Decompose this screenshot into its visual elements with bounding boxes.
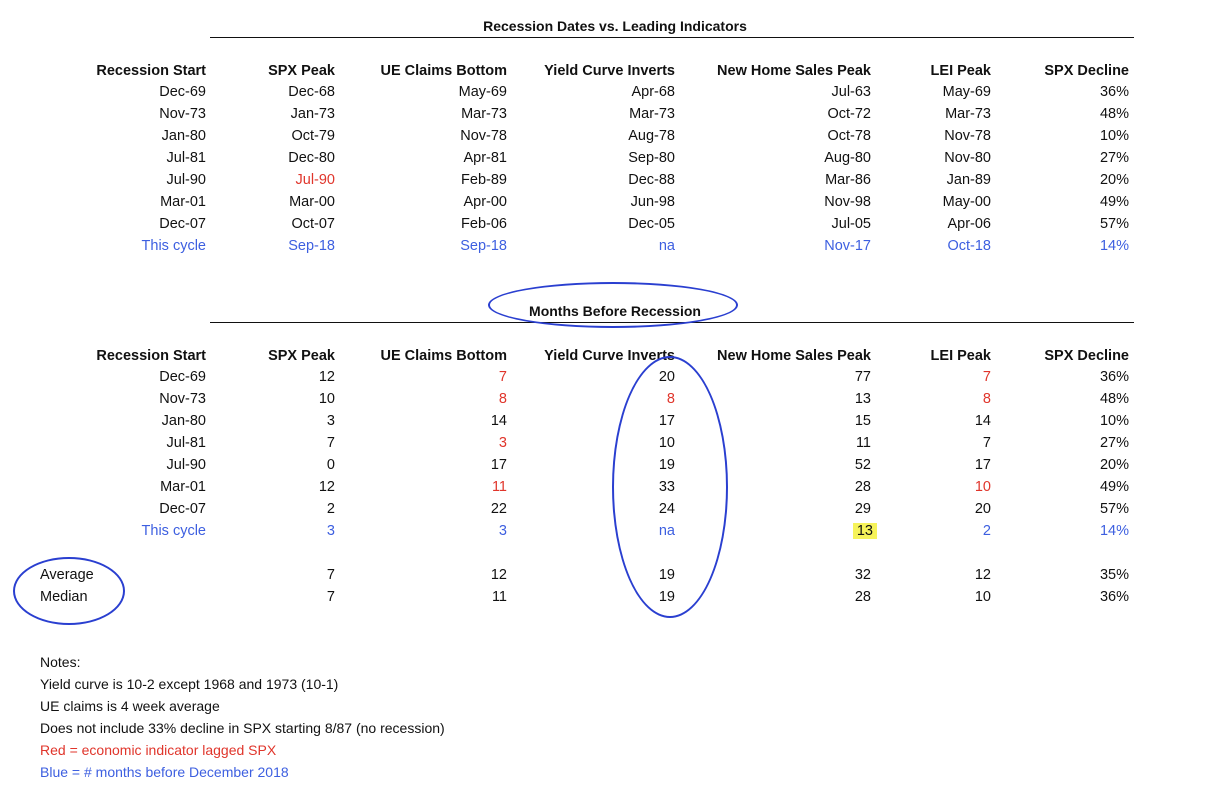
table-cell-spx-decline: 10% (1099, 413, 1129, 429)
table-cell-recession-start: Jan-80 (161, 128, 206, 144)
table-cell-yield-curve-inverts: 17 (658, 413, 675, 429)
summary-cell-spx-peak: 7 (326, 589, 335, 605)
summary-cell-spx-peak: 7 (326, 567, 335, 583)
table-cell-ue-claims-bottom: Feb-89 (461, 172, 507, 188)
table2-title: Months Before Recession (529, 303, 701, 319)
table-cell-new-home-sales-peak (853, 520, 877, 542)
table-cell-lei-peak: Jan-89 (946, 172, 991, 188)
table-cell-ue-claims-bottom: 8 (498, 391, 507, 407)
table-cell-spx-decline: 27% (1099, 435, 1129, 451)
table-cell-yield-curve-inverts: 24 (658, 501, 675, 517)
summary-cell-spx-decline: 35% (1099, 567, 1129, 583)
table-cell-new-home-sales-peak: Jul-63 (831, 84, 871, 100)
table-cell-yield-curve-inverts: Dec-88 (628, 172, 675, 188)
table-cell-lei-peak: Nov-78 (944, 128, 991, 144)
table-cell-ue-claims-bottom: May-69 (458, 84, 507, 100)
table-cell-yield-curve-inverts: Dec-05 (628, 216, 675, 232)
table-cell-ue-claims-bottom: Nov-78 (460, 128, 507, 144)
table-cell-spx-peak: Jul-90 (295, 172, 335, 188)
table-cell-yield-curve-inverts: Mar-73 (629, 106, 675, 122)
table-cell-spx-decline: 49% (1099, 194, 1129, 210)
notes (40, 651, 445, 783)
column-header-ue-claims-bottom: UE Claims Bottom (380, 63, 507, 79)
table-cell-spx-decline: 57% (1099, 501, 1129, 517)
table-cell-recession-start: Nov-73 (159, 391, 206, 407)
table-cell-lei-peak: 7 (982, 369, 991, 385)
table-cell-ue-claims-bottom: 22 (490, 501, 507, 517)
column-header-yield-curve-inverts: Yield Curve Inverts (544, 348, 675, 364)
table-cell-new-home-sales-peak: 28 (854, 479, 871, 495)
annotation-ellipse-average-median (13, 557, 125, 625)
table-cell-spx-peak: 12 (318, 369, 335, 385)
table-cell-ue-claims-bottom: 7 (498, 369, 507, 385)
table-cell-ue-claims-bottom: 11 (491, 479, 507, 495)
table-cell-yield-curve-inverts: Sep-80 (628, 150, 675, 166)
table-cell-ue-claims-bottom: 3 (498, 435, 507, 451)
summary-cell-ue-claims-bottom: 12 (490, 567, 507, 583)
table-cell-spx-peak: 7 (326, 435, 335, 451)
annotation-ellipse-yield-curve (612, 356, 728, 618)
table-cell-spx-decline: 14% (1099, 238, 1129, 254)
column-header-spx-decline: SPX Decline (1044, 348, 1129, 364)
table-cell-recession-start: Jul-90 (166, 172, 206, 188)
table-cell-yield-curve-inverts: Jun-98 (630, 194, 675, 210)
table-cell-new-home-sales-peak: Jul-05 (831, 216, 871, 232)
table-cell-spx-decline: 20% (1099, 172, 1129, 188)
table-cell-ue-claims-bottom: 14 (490, 413, 507, 429)
notes-heading: Notes: (40, 654, 81, 670)
table-cell-lei-peak: 2 (982, 523, 991, 539)
highlighted-value: 13 (853, 523, 877, 539)
table-cell-new-home-sales-peak: 77 (854, 369, 871, 385)
summary-cell-lei-peak: 10 (974, 589, 991, 605)
table-cell-spx-decline: 48% (1099, 106, 1129, 122)
table-cell-yield-curve-inverts: 33 (658, 479, 675, 495)
table-cell-ue-claims-bottom: Apr-81 (463, 150, 507, 166)
table-cell-spx-peak: 10 (318, 391, 335, 407)
table-cell-ue-claims-bottom: Mar-73 (461, 106, 507, 122)
summary-cell-lei-peak: 12 (974, 567, 991, 583)
table-cell-recession-start: Jul-81 (166, 150, 206, 166)
summary-cell-ue-claims-bottom: 11 (491, 589, 507, 605)
table-cell-yield-curve-inverts: 8 (666, 391, 675, 407)
table-cell-new-home-sales-peak: 29 (854, 501, 871, 517)
table-cell-yield-curve-inverts: na (658, 523, 675, 539)
table-cell-spx-peak: Oct-07 (291, 216, 335, 232)
table-cell-spx-decline: 27% (1099, 150, 1129, 166)
table-cell-spx-peak: Oct-79 (291, 128, 335, 144)
table-cell-new-home-sales-peak: Aug-80 (824, 150, 871, 166)
table-cell-lei-peak: Mar-73 (945, 106, 991, 122)
note-line: Does not include 33% decline in SPX starting 8/87 (no recession) (40, 720, 445, 736)
note-line: UE claims is 4 week average (40, 698, 220, 714)
table-cell-recession-start: This cycle (141, 523, 206, 539)
table-cell-yield-curve-inverts: na (658, 238, 675, 254)
column-header-lei-peak: LEI Peak (930, 348, 991, 364)
table-cell-spx-decline: 49% (1099, 479, 1129, 495)
table-cell-new-home-sales-peak: Oct-72 (827, 106, 871, 122)
table-cell-spx-peak: Sep-18 (288, 238, 335, 254)
summary-cell-yield-curve-inverts: 19 (658, 567, 675, 583)
summary-cell-yield-curve-inverts: 19 (658, 589, 675, 605)
table-cell-new-home-sales-peak: Nov-17 (824, 238, 871, 254)
table-cell-lei-peak: Apr-06 (947, 216, 991, 232)
summary-cell-spx-decline: 36% (1099, 589, 1129, 605)
table-cell-lei-peak: 7 (982, 435, 991, 451)
table-cell-recession-start: Jan-80 (161, 413, 206, 429)
table-cell-new-home-sales-peak: 52 (854, 457, 871, 473)
table-cell-lei-peak: May-69 (942, 84, 991, 100)
table-cell-spx-peak: 3 (326, 413, 335, 429)
note-line: Blue = # months before December 2018 (40, 764, 289, 780)
table-cell-spx-decline: 20% (1099, 457, 1129, 473)
table-cell-recession-start: Dec-69 (159, 369, 206, 385)
table-cell-lei-peak: Nov-80 (944, 150, 991, 166)
table-cell-new-home-sales-peak: Nov-98 (824, 194, 871, 210)
table-cell-recession-start: Jul-81 (166, 435, 206, 451)
table-cell-lei-peak: May-00 (942, 194, 991, 210)
table-cell-spx-peak: 3 (326, 523, 335, 539)
table-cell-ue-claims-bottom: Apr-00 (463, 194, 507, 210)
column-header-yield-curve-inverts: Yield Curve Inverts (544, 63, 675, 79)
table-cell-lei-peak: 8 (982, 391, 991, 407)
table-cell-spx-peak: Dec-68 (288, 84, 335, 100)
table-cell-spx-decline: 10% (1099, 128, 1129, 144)
table-cell-yield-curve-inverts: 10 (658, 435, 675, 451)
table-cell-lei-peak: 10 (974, 479, 991, 495)
table-cell-recession-start: Mar-01 (160, 479, 206, 495)
table-cell-spx-peak: 0 (326, 457, 335, 473)
table-cell-ue-claims-bottom: 17 (490, 457, 507, 473)
note-line: Red = economic indicator lagged SPX (40, 742, 277, 758)
table-cell-spx-peak: 12 (318, 479, 335, 495)
table-cell-yield-curve-inverts: 19 (658, 457, 675, 473)
column-header-recession-start: Recession Start (96, 63, 206, 79)
table-cell-yield-curve-inverts: 20 (658, 369, 675, 385)
table-cell-ue-claims-bottom: 3 (498, 523, 507, 539)
table1-title: Recession Dates vs. Leading Indicators (483, 18, 747, 34)
column-header-ue-claims-bottom: UE Claims Bottom (380, 348, 507, 364)
summary-cell-new-home-sales-peak: 32 (854, 567, 871, 583)
table-cell-spx-decline: 14% (1099, 523, 1129, 539)
column-header-lei-peak: LEI Peak (930, 63, 991, 79)
column-header-spx-peak: SPX Peak (268, 63, 335, 79)
column-header-spx-decline: SPX Decline (1044, 63, 1129, 79)
summary-label: Median (40, 589, 88, 605)
table-cell-spx-peak: 2 (326, 501, 335, 517)
table-cell-spx-peak: Mar-00 (289, 194, 335, 210)
table-cell-new-home-sales-peak: Oct-78 (827, 128, 871, 144)
table-cell-new-home-sales-peak: Mar-86 (825, 172, 871, 188)
table-cell-recession-start: This cycle (141, 238, 206, 254)
annotation-ellipse-title (488, 282, 738, 328)
table1-rule (210, 37, 1134, 38)
summary-label: Average (40, 567, 94, 583)
table-cell-new-home-sales-peak: 11 (855, 435, 871, 451)
column-header-recession-start: Recession Start (96, 348, 206, 364)
table-cell-lei-peak: Oct-18 (947, 238, 991, 254)
table-cell-ue-claims-bottom: Sep-18 (460, 238, 507, 254)
table-cell-spx-peak: Jan-73 (290, 106, 335, 122)
table-cell-recession-start: Dec-69 (159, 84, 206, 100)
column-header-new-home-sales-peak: New Home Sales Peak (717, 348, 871, 364)
table-cell-ue-claims-bottom: Feb-06 (461, 216, 507, 232)
table-cell-lei-peak: 20 (974, 501, 991, 517)
table-cell-spx-decline: 36% (1099, 84, 1129, 100)
table-cell-spx-decline: 57% (1099, 216, 1129, 232)
table-cell-recession-start: Jul-90 (166, 457, 206, 473)
table-cell-recession-start: Nov-73 (159, 106, 206, 122)
table-cell-new-home-sales-peak: 15 (854, 413, 871, 429)
table-cell-recession-start: Mar-01 (160, 194, 206, 210)
table-cell-yield-curve-inverts: Aug-78 (628, 128, 675, 144)
note-line: Yield curve is 10-2 except 1968 and 1973 (10-1) (40, 676, 339, 692)
table-cell-yield-curve-inverts: Apr-68 (631, 84, 675, 100)
table-cell-lei-peak: 14 (974, 413, 991, 429)
table-cell-lei-peak: 17 (974, 457, 991, 473)
table-cell-recession-start: Dec-07 (159, 216, 206, 232)
table-cell-recession-start: Dec-07 (159, 501, 206, 517)
column-header-spx-peak: SPX Peak (268, 348, 335, 364)
summary-cell-new-home-sales-peak: 28 (854, 589, 871, 605)
table-cell-new-home-sales-peak: 13 (854, 391, 871, 407)
table-cell-spx-decline: 36% (1099, 369, 1129, 385)
table-cell-spx-decline: 48% (1099, 391, 1129, 407)
column-header-new-home-sales-peak: New Home Sales Peak (717, 63, 871, 79)
table-cell-spx-peak: Dec-80 (288, 150, 335, 166)
